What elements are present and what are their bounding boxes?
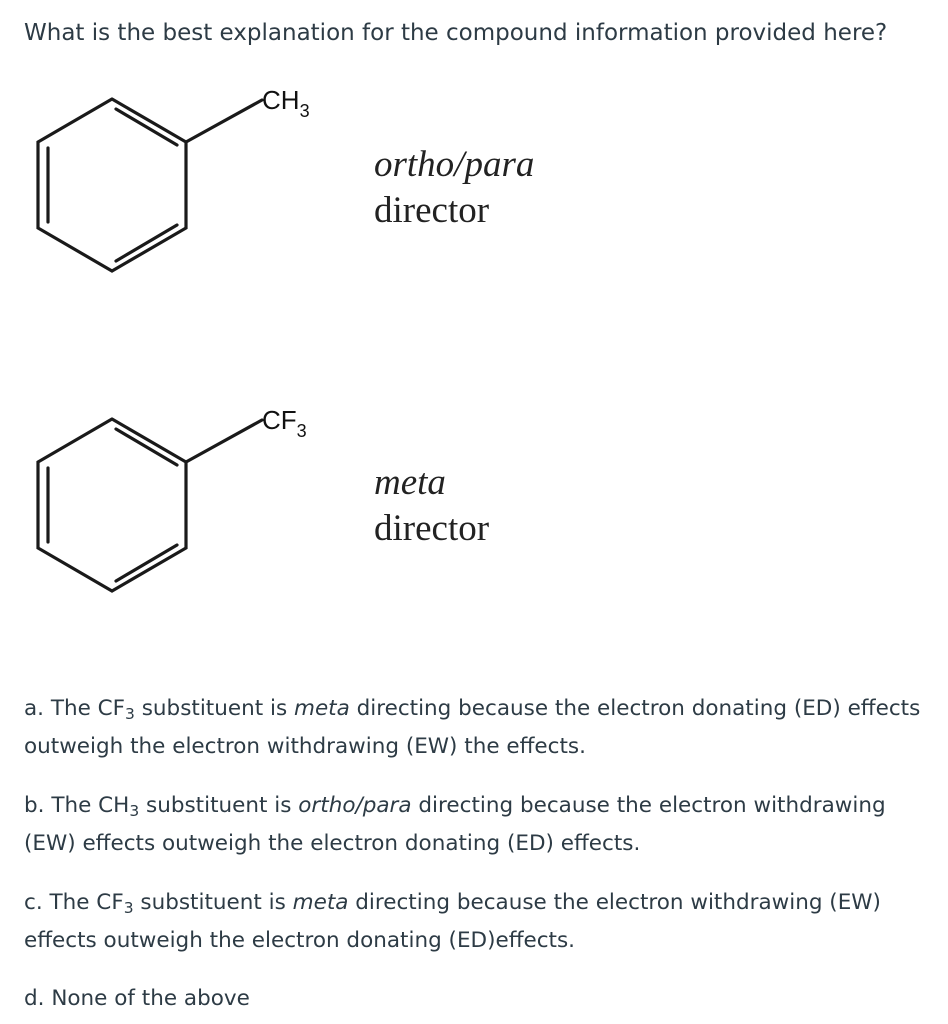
meta-director-label — [374, 460, 489, 552]
ortho-para-director-label — [374, 142, 534, 234]
toluene-structure — [0, 70, 360, 330]
director-word: director — [374, 190, 490, 231]
substituent-bond — [186, 100, 262, 142]
question-text: What is the best explanation for the compound information provided here? — [24, 20, 888, 46]
answer-option-b[interactable]: b. The $CH_3$ substituent is ortho/para directing because the electron withdrawing (EW) effects outweigh the electron donating (ED) effects. — [24, 793, 886, 856]
benzene-ring — [38, 419, 186, 591]
answer-option-a[interactable]: a. The $CF_3$ substituent is meta directing because the electron donating (ED) effects outweigh the electron withdrawing (EW) the effects. — [24, 696, 921, 759]
substituent-bond — [186, 420, 262, 462]
director-word: director — [374, 508, 490, 549]
director-kind: ortho/para — [374, 144, 535, 185]
trifluorotoluene-structure — [0, 390, 360, 650]
answer-option-c[interactable]: c. The $CF_3$ substituent is meta directing because the electron withdrawing (EW) effects outweigh the electron donating (ED)effects. — [24, 890, 881, 953]
benzene-ring — [38, 99, 186, 271]
methyl-group-label: CH3 — [262, 85, 310, 121]
answer-option-d[interactable]: d. None of the above — [24, 986, 250, 1011]
director-kind: meta — [374, 462, 446, 503]
trifluoromethyl-group-label: CF3 — [262, 405, 307, 441]
